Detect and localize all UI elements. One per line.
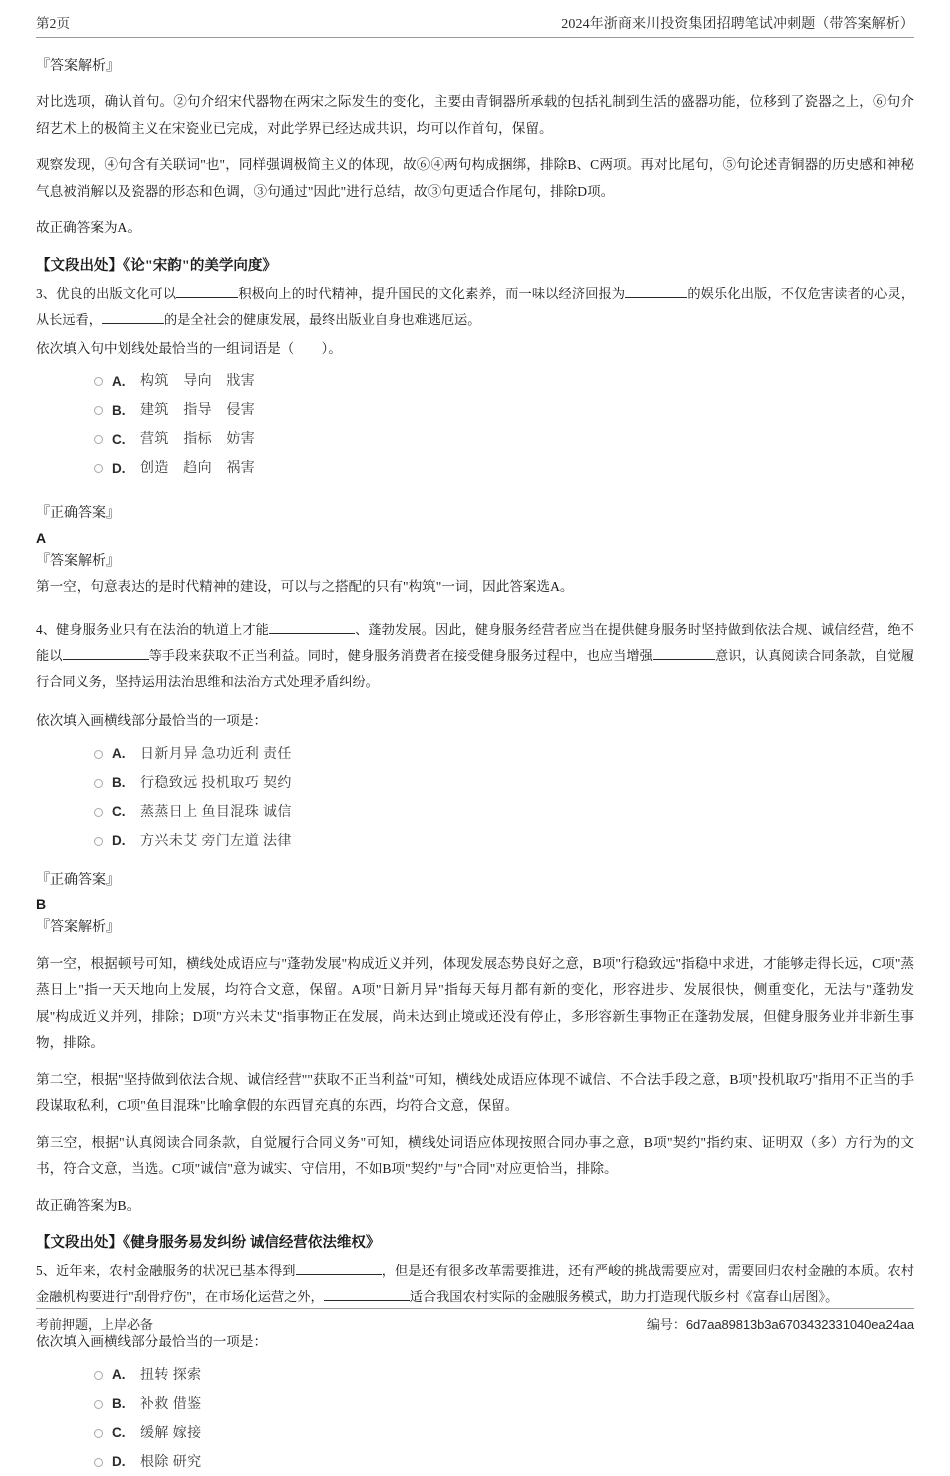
q4-source-line	[36, 1229, 914, 1258]
option-text: 营筑 指标 妨害	[140, 432, 256, 448]
q3-stem-part-3: 的娱乐化出版，不仅危害读者的心灵，从长远看，	[36, 285, 915, 328]
option-text: 创造 趋向 祸害	[140, 461, 256, 477]
radio-button-icon[interactable]	[94, 837, 103, 846]
option-letter: C.	[112, 1425, 126, 1441]
radio-button-icon[interactable]	[94, 1458, 103, 1467]
option-item[interactable]	[36, 456, 914, 481]
radio-button-icon[interactable]	[94, 808, 103, 817]
radio-button-icon[interactable]	[94, 406, 103, 415]
radio-button-icon[interactable]	[94, 435, 103, 444]
q4-source-tag: 【文段出处】	[36, 1235, 123, 1252]
q3-correct-answer-tag: 『正确答案』	[36, 506, 120, 522]
option-letter: B.	[112, 402, 126, 418]
serial-label: 编号：	[646, 1317, 686, 1332]
q4-analysis-tag: 『答案解析』	[36, 920, 120, 936]
q2-analysis-paragraph-1: 对比选项，确认首句。②句介绍宋代器物在两宋之际发生的变化，主要由青铜器所承载的包括礼制到生活的盛器功能，位移到了瓷器之上，⑥句介绍艺术上的极简主义在宋瓷业已完成，对此学界已经达成共识，均可以作首句，保留。	[36, 94, 914, 136]
q2-analysis-tag: 『答案解析』	[36, 59, 120, 74]
q4-correct-answer-value: B	[36, 895, 47, 912]
page-header	[36, 0, 914, 38]
option-item[interactable]	[36, 1392, 914, 1417]
option-text: 行稳致远 投机取巧 契约	[140, 775, 292, 791]
q3-stem-part-2: 积极向上的时代精神，提升国民的文化素养，而一味以经济回报为	[238, 285, 626, 301]
option-item[interactable]	[36, 742, 914, 767]
footer-serial-group	[647, 1314, 914, 1333]
question-5-options	[36, 1363, 914, 1475]
q4-blank-1	[269, 633, 355, 634]
q3-analysis-text: 第一空，句意表达的是时代精神的建设，可以与之搭配的只有"构筑"一词，因此答案选A。	[36, 579, 574, 595]
option-text: 根除 研究	[140, 1454, 202, 1470]
radio-button-icon[interactable]	[94, 1400, 103, 1409]
option-item[interactable]	[36, 1450, 914, 1475]
q4-stem-part-3: 等手段来获取不正当利益。同时，健身服务消费者在接受健身服务过程中，也应当增强	[148, 648, 653, 664]
option-text: 缓解 嫁接	[140, 1425, 202, 1441]
q5-blank-2	[324, 1300, 410, 1301]
q4-conclusion: 故正确答案为B。	[36, 1197, 141, 1213]
q3-stem-part-1: 3、优良的出版文化可以	[36, 285, 177, 301]
q4-blank-3	[653, 659, 715, 660]
option-letter: B.	[112, 1396, 126, 1412]
option-item[interactable]	[36, 800, 914, 825]
question-5-prompt: 依次填入画横线部分最恰当的一项是：	[36, 1333, 268, 1349]
q4-analysis-paragraph-1: 第一空，根据顿号可知，横线处成语应与"蓬勃发展"构成近义并列，体现发展态势良好之意，B项"行稳致远"指稳中求进，才能够走得长远，C项"蒸蒸日上"指一天天地向上发展，均符合文意，保留。A项"日新月异"指每天每月都有新的变化，形容进步、发展很快，侧重变化，无法与"蓬勃发展"构成近义并列，排除；D项"方兴未艾"指事物正在发展，尚未达到止境或还没有停止，多形容新生事物正在蓬勃发展，但健身服务业并非新生事物，排除。	[36, 955, 914, 1051]
option-text: 补救 借鉴	[140, 1396, 202, 1412]
option-letter: C.	[112, 804, 126, 820]
q2-analysis-paragraph-2: 观察发现，④句含有关联词"也"，同样强调极简主义的体现，故⑥④两句构成捆绑，排除B、C两项。再对比尾句，⑤句论述青铜器的历史感和神秘气息被消解以及瓷器的形态和色调，③句通过"因此"进行总结，故③句更适合作尾句，排除D项。	[36, 157, 914, 199]
option-text: 蒸蒸日上 鱼目混珠 诚信	[140, 804, 292, 820]
option-text: 扭转 探索	[140, 1367, 202, 1383]
q5-blank-1	[296, 1274, 382, 1275]
option-text: 建筑 指导 侵害	[140, 403, 256, 419]
radio-button-icon[interactable]	[94, 1371, 103, 1380]
q3-blank-3	[102, 323, 164, 324]
option-letter: A.	[112, 1367, 126, 1383]
option-letter: A.	[112, 373, 126, 389]
page-footer	[36, 1308, 914, 1333]
question-3-stem	[36, 281, 914, 334]
option-text: 方兴未艾 旁门左道 法律	[140, 833, 292, 849]
option-item[interactable]	[36, 427, 914, 452]
page-number-label: 第2页	[36, 16, 71, 31]
serial-value: 6d7aa89813b3a6703432331040ea24aa	[685, 1317, 914, 1332]
radio-button-icon[interactable]	[94, 750, 103, 759]
option-item[interactable]	[36, 1363, 914, 1388]
radio-button-icon[interactable]	[94, 1429, 103, 1438]
q4-analysis-paragraph-3: 第三空，根据"认真阅读合同条款，自觉履行合同义务"可知，横线处词语应体现按照合同办事之意，B项"契约"指约束、证明双（多）方行为的文书，符合文意，当选。C项"诚信"意为诚实、守信用，不如B项"契约"与"合同"对应更恰当，排除。	[36, 1134, 914, 1177]
option-item[interactable]	[36, 771, 914, 796]
question-3-prompt: 依次填入句中划线处最恰当的一组词语是（ ）。	[36, 340, 342, 356]
q4-stem-part-1: 4、健身服务业只有在法治的轨道上才能	[36, 621, 269, 637]
radio-button-icon[interactable]	[94, 464, 103, 473]
q2-source-title: 《论"宋韵"的美学向度》	[123, 257, 277, 274]
q3-blank-2	[625, 297, 687, 298]
question-4-prompt: 依次填入画横线部分最恰当的一项是：	[36, 712, 268, 728]
option-letter: D.	[112, 460, 126, 476]
question-3-options	[36, 369, 914, 481]
q3-stem-part-4: 的是全社会的健康发展，最终出版业自身也难逃厄运。	[163, 312, 481, 328]
q5-stem-part-3: 适合我国农村实际的金融服务模式，助力打造现代版乡村《富春山居图》。	[409, 1289, 839, 1305]
q5-stem-part-1: 5、近年来，农村金融服务的状况已基本得到	[36, 1263, 296, 1279]
q4-correct-answer-tag: 『正确答案』	[36, 872, 120, 888]
option-item[interactable]	[36, 398, 914, 423]
option-text: 构筑 导向 戕害	[140, 374, 256, 390]
q5-stem-part-2: ，但是还有很多改革需要推进，还有严峻的挑战需要应对，需要回归农村金融的本质。农村金融机构要进行"刮骨疗伤"，在市场化运营之外，	[36, 1263, 915, 1305]
option-item[interactable]	[36, 1421, 914, 1446]
question-5-stem	[36, 1258, 914, 1311]
q4-stem-part-4: 意识，认真阅读合同条款，自觉履行合同义务，坚持运用法治思维和法治方式处理矛盾纠纷。	[36, 648, 915, 690]
option-letter: C.	[112, 431, 126, 447]
radio-button-icon[interactable]	[94, 779, 103, 788]
q3-analysis-tag: 『答案解析』	[36, 553, 120, 569]
q2-conclusion: 故正确答案为A。	[36, 220, 141, 236]
q2-source-tag: 【文段出处】	[36, 257, 123, 274]
q2-source-line	[36, 252, 914, 281]
footer-slogan: 考前押题，上岸必备	[36, 1317, 154, 1332]
option-text: 日新月异 急功近利 责任	[140, 746, 292, 762]
question-4-stem	[36, 617, 914, 696]
radio-button-icon[interactable]	[94, 377, 103, 386]
option-letter: D.	[112, 1454, 126, 1470]
q4-stem-part-2: 、蓬勃发展。因此，健身服务经营者应当在提供健身服务时坚持做到依法合规、诚信经营，绝不能以	[36, 621, 914, 664]
q3-correct-answer-value: A	[36, 529, 47, 546]
option-letter: B.	[112, 775, 126, 791]
q4-analysis-paragraph-2: 第二空，根据"坚持做到依法合规、诚信经营""获取不正当利益"可知，横线处成语应体现不诚信、不合法手段之意，B项"投机取巧"指用不正当的手段谋取私利，C项"鱼目混珠"比喻拿假的东西冒充真的东西，均符合文意，保留。	[36, 1071, 914, 1114]
document-body	[36, 38, 914, 1475]
q4-source-title: 《健身服务易发纠纷 诚信经营依法维权》	[123, 1235, 381, 1252]
q4-blank-2	[63, 659, 149, 660]
question-4-options	[36, 742, 914, 854]
option-item[interactable]	[36, 369, 914, 394]
document-title: 2024年浙商来川投资集团招聘笔试冲刺题（带答案解析）	[561, 17, 914, 32]
option-letter: D.	[112, 833, 126, 849]
option-letter: A.	[112, 746, 126, 762]
q3-blank-1	[176, 297, 238, 298]
option-item[interactable]	[36, 829, 914, 854]
